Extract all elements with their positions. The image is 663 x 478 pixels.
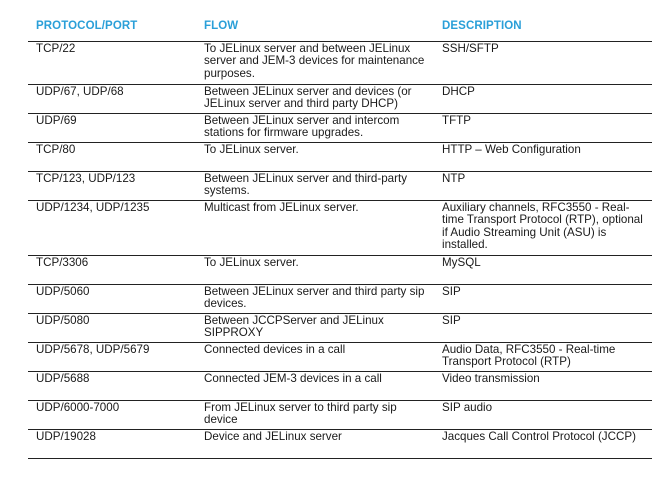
table-row [28, 430, 652, 459]
description-cell: SIP [434, 314, 652, 343]
flow-cell: Multicast from JELinux server. [196, 201, 434, 256]
table-header-row [28, 14, 652, 42]
header-description: DESCRIPTION [434, 14, 652, 42]
table-row [28, 201, 652, 256]
description-cell: SIP [434, 285, 652, 314]
table-row [28, 143, 652, 172]
flow-cell: To JELinux server. [196, 256, 434, 285]
description-cell: SIP audio [434, 401, 652, 430]
description-cell: NTP [434, 172, 652, 201]
flow-cell: To JELinux server. [196, 143, 434, 172]
flow-cell: Device and JELinux server [196, 430, 434, 459]
flow-cell: To JELinux server and between JELinux server and JEM-3 devices for maintenance purposes. [196, 42, 434, 85]
flow-cell: Connected devices in a call [196, 343, 434, 372]
description-cell: HTTP – Web Configuration [434, 143, 652, 172]
port-cell: TCP/123, UDP/123 [28, 172, 196, 201]
table-row [28, 114, 652, 143]
table-row [28, 343, 652, 372]
port-cell: TCP/22 [28, 42, 196, 85]
port-cell: UDP/5060 [28, 285, 196, 314]
port-cell: UDP/5080 [28, 314, 196, 343]
port-cell: UDP/69 [28, 114, 196, 143]
table-row [28, 372, 652, 401]
port-cell: UDP/67, UDP/68 [28, 85, 196, 114]
flow-cell: Connected JEM-3 devices in a call [196, 372, 434, 401]
description-cell: Auxiliary channels, RFC3550 - Real-time Transport Protocol (RTP), optional if Audio Streaming Unit (ASU) is installed. [434, 201, 652, 256]
flow-cell: Between JELinux server and intercom stations for firmware upgrades. [196, 114, 434, 143]
table-row [28, 42, 652, 85]
port-cell: UDP/19028 [28, 430, 196, 459]
description-cell: Audio Data, RFC3550 - Real-time Transport Protocol (RTP) [434, 343, 652, 372]
description-cell: TFTP [434, 114, 652, 143]
header-protocol-port: PROTOCOL/PORT [28, 14, 196, 42]
table-row [28, 256, 652, 285]
port-cell: UDP/1234, UDP/1235 [28, 201, 196, 256]
port-cell: UDP/5688 [28, 372, 196, 401]
port-cell: UDP/6000-7000 [28, 401, 196, 430]
port-cell: UDP/5678, UDP/5679 [28, 343, 196, 372]
flow-cell: Between JELinux server and third-party systems. [196, 172, 434, 201]
port-cell: TCP/3306 [28, 256, 196, 285]
flow-cell: Between JELinux server and devices (or JELinux server and third party DHCP) [196, 85, 434, 114]
table-row [28, 172, 652, 201]
table-row [28, 401, 652, 430]
description-cell: DHCP [434, 85, 652, 114]
flow-cell: Between JELinux server and third party sip devices. [196, 285, 434, 314]
protocol-port-document [28, 14, 652, 459]
header-flow: FLOW [196, 14, 434, 42]
description-cell: MySQL [434, 256, 652, 285]
table-row [28, 85, 652, 114]
table-row [28, 314, 652, 343]
description-cell: Jacques Call Control Protocol (JCCP) [434, 430, 652, 459]
description-cell: SSH/SFTP [434, 42, 652, 85]
description-cell: Video transmission [434, 372, 652, 401]
port-cell: TCP/80 [28, 143, 196, 172]
table-row [28, 285, 652, 314]
flow-cell: Between JCCPServer and JELinux SIPPROXY [196, 314, 434, 343]
flow-cell: From JELinux server to third party sip device [196, 401, 434, 430]
protocol-port-table [28, 14, 652, 459]
